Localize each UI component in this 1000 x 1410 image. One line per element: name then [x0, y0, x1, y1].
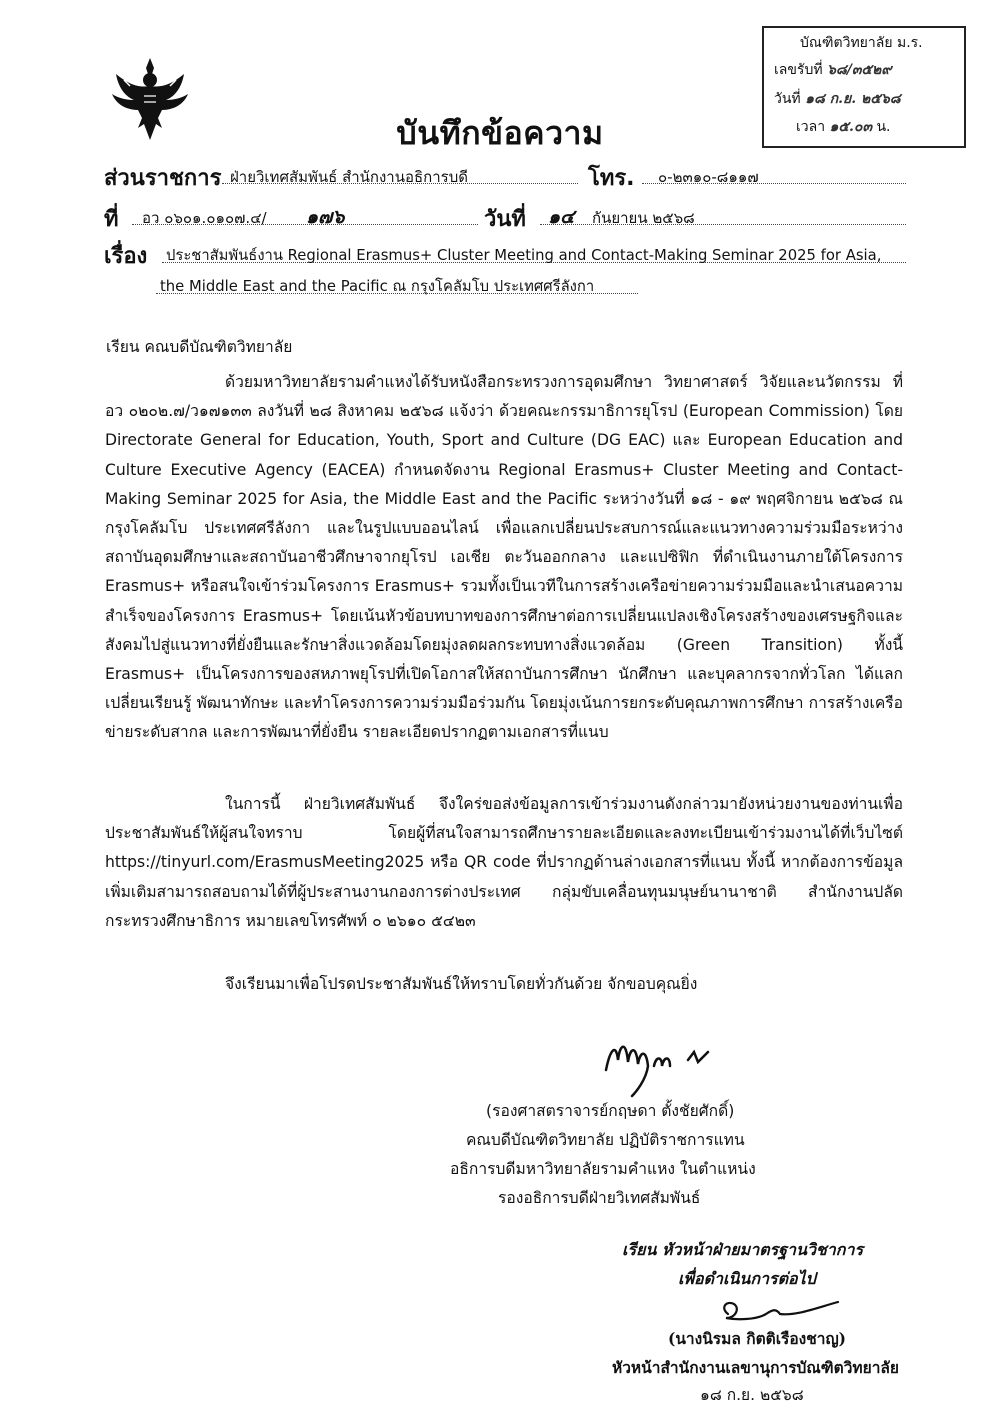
note-date: ๑๘ ก.ย. ๒๕๖๘ — [700, 1386, 804, 1404]
paragraph-1: ด้วยมหาวิทยาลัยรามคำแหงได้รับหนังสือกระทรวงการอุดมศึกษา วิทยาศาสตร์ วิจัยและนวัตกรรม ที่ อว ๐๒๐๒.๗/ว๑๗๑๓๓ ลงวันที่ ๒๘ สิงหาคม ๒๕๖๘ แจ้งว่า ด้วยคณะกรรมาธิการยุโรป (European Commission) โดย Directorate General for Education, Youth, Sport and Culture (DG EAC) และ European Education and Culture Executive Agency (EACEA) กำหนดจัดงาน Regional Erasmus+ Cluster Meeting and Contact-Making Seminar 2025 for Asia, the Middle East and the Pacific ระหว่างวันที่ ๑๘ - ๑๙ พฤศจิกายน ๒๕๖๘ ณ กรุงโคลัมโบ ประเทศศรีลังกา และในรูปแบบออนไลน์ เพื่อแลกเปลี่ยนประสบการณ์และแนวทางความร่วมมือระหว่างสถาบันอุดมศึกษาและสถาบันอาชีวศึกษาจากยุโรป เอเชีย ตะวันออกกลาง และแปซิฟิก ที่ดำเนินงานภายใต้โครงการ Erasmus+ หรือสนใจเข้าร่วมโครงการ Erasmus+ รวมทั้งเป็นเวทีในการสร้างเครือข่ายความร่วมมือและนำเสนอความสำเร็จของโครงการ Erasmus+ โดยเน้นหัวข้อบทบาทของการศึกษาต่อการเปลี่ยนแปลงเชิงโครงสร้างของเศรษฐกิจและสังคมไปสู่แนวทางที่ยั่งยืนและรักษาสิ่งแวดล้อมโดยมุ่งลดผลกระทบทางสิ่งแวดล้อม (Green Transition) ทั้งนี้ Erasmus+ เป็นโครงการของสหภาพยุโรปที่เปิดโอกาสให้สถาบันการศึกษา นักศึกษา และบุคลากรจากทั่วโลก ได้แลกเปลี่ยนเรียนรู้ พัฒนาทักษะ และทำโครงการความร่วมมือร่วมกัน โดยมุ่งเน้นการยกระดับคุณภาพการศึกษา การสร้างเครือข่ายระดับสากล และการพัฒนาที่ยั่งยืน รายละเอียดปรากฏตามเอกสารที่แนบ — [105, 373, 903, 742]
memo-title: บันทึกข้อความ — [396, 114, 604, 152]
note-title: หัวหน้าสำนักงานเลขานุการบัณฑิตวิทยาลัย — [612, 1358, 899, 1377]
signatory-name: (รองศาสตราจารย์กฤษดา ตั้งชัยศักดิ์) — [486, 1102, 735, 1120]
stamp-time-value: ๑๕.๐๓ — [829, 119, 873, 135]
paragraph-2: ในการนี้ ฝ่ายวิเทศสัมพันธ์ จึงใคร่ขอส่งข้อมูลการเข้าร่วมงานดังกล่าวมายังหน่วยงานของท่านเพื่อประชาสัมพันธ์ให้ผู้สนใจทราบ โดยผู้ที่สนใจสามารถศึกษารายละเอียดและลงทะเบียนเข้าร่วมงานได้ที่เว็บไซต์ https://tinyurl.com/ErasmusMeeting2025 หรือ QR code ที่ปรากฏด้านล่างเอกสารที่แนบ ทั้งนี้ หากต้องการข้อมูลเพิ่มเติมสามารถสอบถามได้ที่ผู้ประสานงานกองการต่างประเทศ กลุ่มขับเคลื่อนทุนมนุษย์นานาชาติ สำนักงานปลัดกระทรวงศึกษาธิการ หมายเลขโทรศัพท์ ๐ ๒๖๑๐ ๕๔๒๓ — [105, 795, 903, 930]
note-line-1: เรียน หัวหน้าฝ่ายมาตรฐานวิชาการ — [622, 1240, 864, 1259]
dept-label: ส่วนราชการ — [104, 166, 222, 191]
signatory-line-3: รองอธิการบดีฝ่ายวิเทศสัมพันธ์ — [498, 1189, 701, 1207]
date-label: วันที่ — [484, 207, 526, 232]
subject-line-1: ประชาสัมพันธ์งาน Regional Erasmus+ Cluster Meeting and Contact-Making Seminar 2025 for Asia, — [166, 247, 882, 264]
note-name: (นางนิรมล กิตติเรืองชาญ) — [668, 1329, 847, 1348]
signatory-line-1: คณบดีบัณฑิตวิทยาลัย ปฏิบัติราชการแทน — [466, 1131, 745, 1149]
stamp-receipt-value: ๖๘/๓๕๒๙ — [827, 62, 892, 78]
tel-value: ๐-๒๓๑๐-๘๑๑๗ — [658, 168, 759, 186]
note-line-2: เพื่อดำเนินการต่อไป — [678, 1269, 816, 1288]
signature-icon — [596, 1030, 726, 1100]
no-value: อว ๐๖๐๑.๐๑๐๗.๔/ — [142, 209, 267, 227]
date-handwritten: ๑๔ — [548, 206, 575, 228]
stamp-date: วันที่ ๑๘ ก.ย. ๒๕๖๘ — [774, 91, 901, 107]
dept-value: ฝ่ายวิเทศสัมพันธ์ สำนักงานอธิการบดี — [230, 168, 468, 186]
no-label: ที่ — [104, 207, 119, 232]
date-value: กันยายน ๒๕๖๘ — [592, 209, 695, 227]
salutation: เรียน คณบดีบัณฑิตวิทยาลัย — [106, 338, 293, 356]
note-signature-icon — [716, 1290, 846, 1330]
stamp-office: บัณฑิตวิทยาลัย ม.ร. — [800, 35, 923, 51]
stamp-receipt: เลขรับที่ ๖๘/๓๕๒๙ — [774, 62, 892, 78]
subject-line-2: the Middle East and the Pacific ณ กรุงโคลัมโบ ประเทศศรีลังกา — [160, 278, 595, 295]
tel-label: โทร. — [588, 166, 635, 191]
stamp-time: เวลา ๑๕.๐๓ น. — [796, 119, 891, 135]
stamp-date-value: ๑๘ ก.ย. ๒๕๖๘ — [805, 91, 901, 107]
signatory-line-2: อธิการบดีมหาวิทยาลัยรามคำแหง ในตำแหน่ง — [450, 1160, 756, 1178]
no-handwritten: ๑๗๖ — [306, 206, 345, 228]
subject-label: เรื่อง — [104, 244, 148, 269]
closing: จึงเรียนมาเพื่อโปรดประชาสัมพันธ์ให้ทราบโดยทั่วกันด้วย จักขอบคุณยิ่ง — [225, 975, 698, 993]
